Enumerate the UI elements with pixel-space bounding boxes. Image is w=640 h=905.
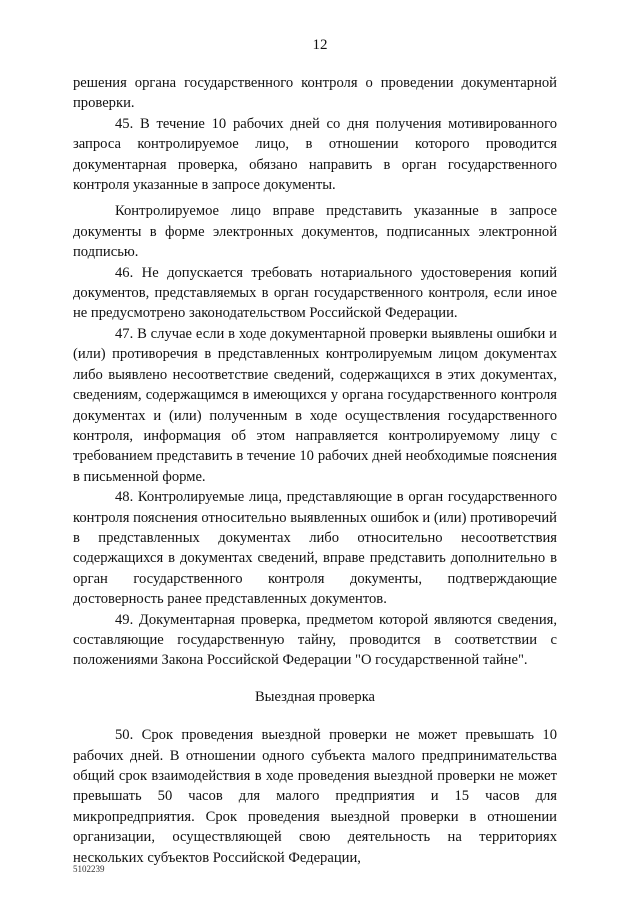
paragraph-45: 45. В течение 10 рабочих дней со дня получения мотивированного запроса контролируемое лицо, в отношении которого проводится документарная проверка, обязано направить в орган государственного контроля указанные в запросе документы.	[73, 115, 557, 194]
paragraph-continuation: решения органа государственного контроля о проведении документарной проверки.	[73, 75, 557, 112]
paragraph-49: 49. Документарная проверка, предметом которой являются сведения, составляющие государственную тайну, проводится в соответствии с положениями Закона Российской Федерации "О государственной тайне".	[73, 611, 557, 669]
paragraph-47: 47. В случае если в ходе документарной проверки выявлены ошибки и (или) противоречия в представленных контролируемым лицом документах либо выявлено несоответствие сведений, содержащихся в этих документах, сведениям, содержащимся в имеющихся у органа государственного контроля документах и (или) полученным в ходе осуществления государственного контроля, информация об этом направляется контролируемому лицу с требованием представить в течение 10 рабочих дней необходимые пояснения в письменной форме.	[73, 325, 557, 485]
section-heading: Выездная проверка	[254, 688, 376, 705]
paragraph-46: 46. Не допускается требовать нотариального удостоверения копий документов, представляемых в орган государственного контроля, если иное не предусмотрено законодательством Российской Федерации.	[73, 264, 557, 322]
page-number: 12	[312, 37, 328, 53]
paragraph-50: 50. Срок проведения выездной проверки не может превышать 10 рабочих дней. В отношении одного субъекта малого предпринимательства общий срок взаимодействия в ходе проведения выездной проверки не может превышать 50 часов для малого предприятия и 15 часов для микропредприятия. Срок проведения выездной проверки в отношении организации, осуществляющей свою деятельность на территориях нескольких субъектов Российской Федерации,	[73, 727, 557, 866]
paragraph-45-electronic: Контролируемое лицо вправе представить указанные в запросе документы в форме электронных документов, подписанных электронной подписью.	[73, 203, 557, 261]
document-body	[73, 73, 557, 868]
paragraph-48: 48. Контролируемые лица, представляющие в орган государственного контроля пояснения относительно выявленных ошибок и (или) противоречий в представленных документах либо относительно несоответствия содержащихся в документах сведений, вправе представить дополнительно в орган государственного контроля документы, подтверждающие достоверность ранее представленных документов.	[73, 489, 557, 608]
document-code: 5102239	[73, 864, 105, 874]
